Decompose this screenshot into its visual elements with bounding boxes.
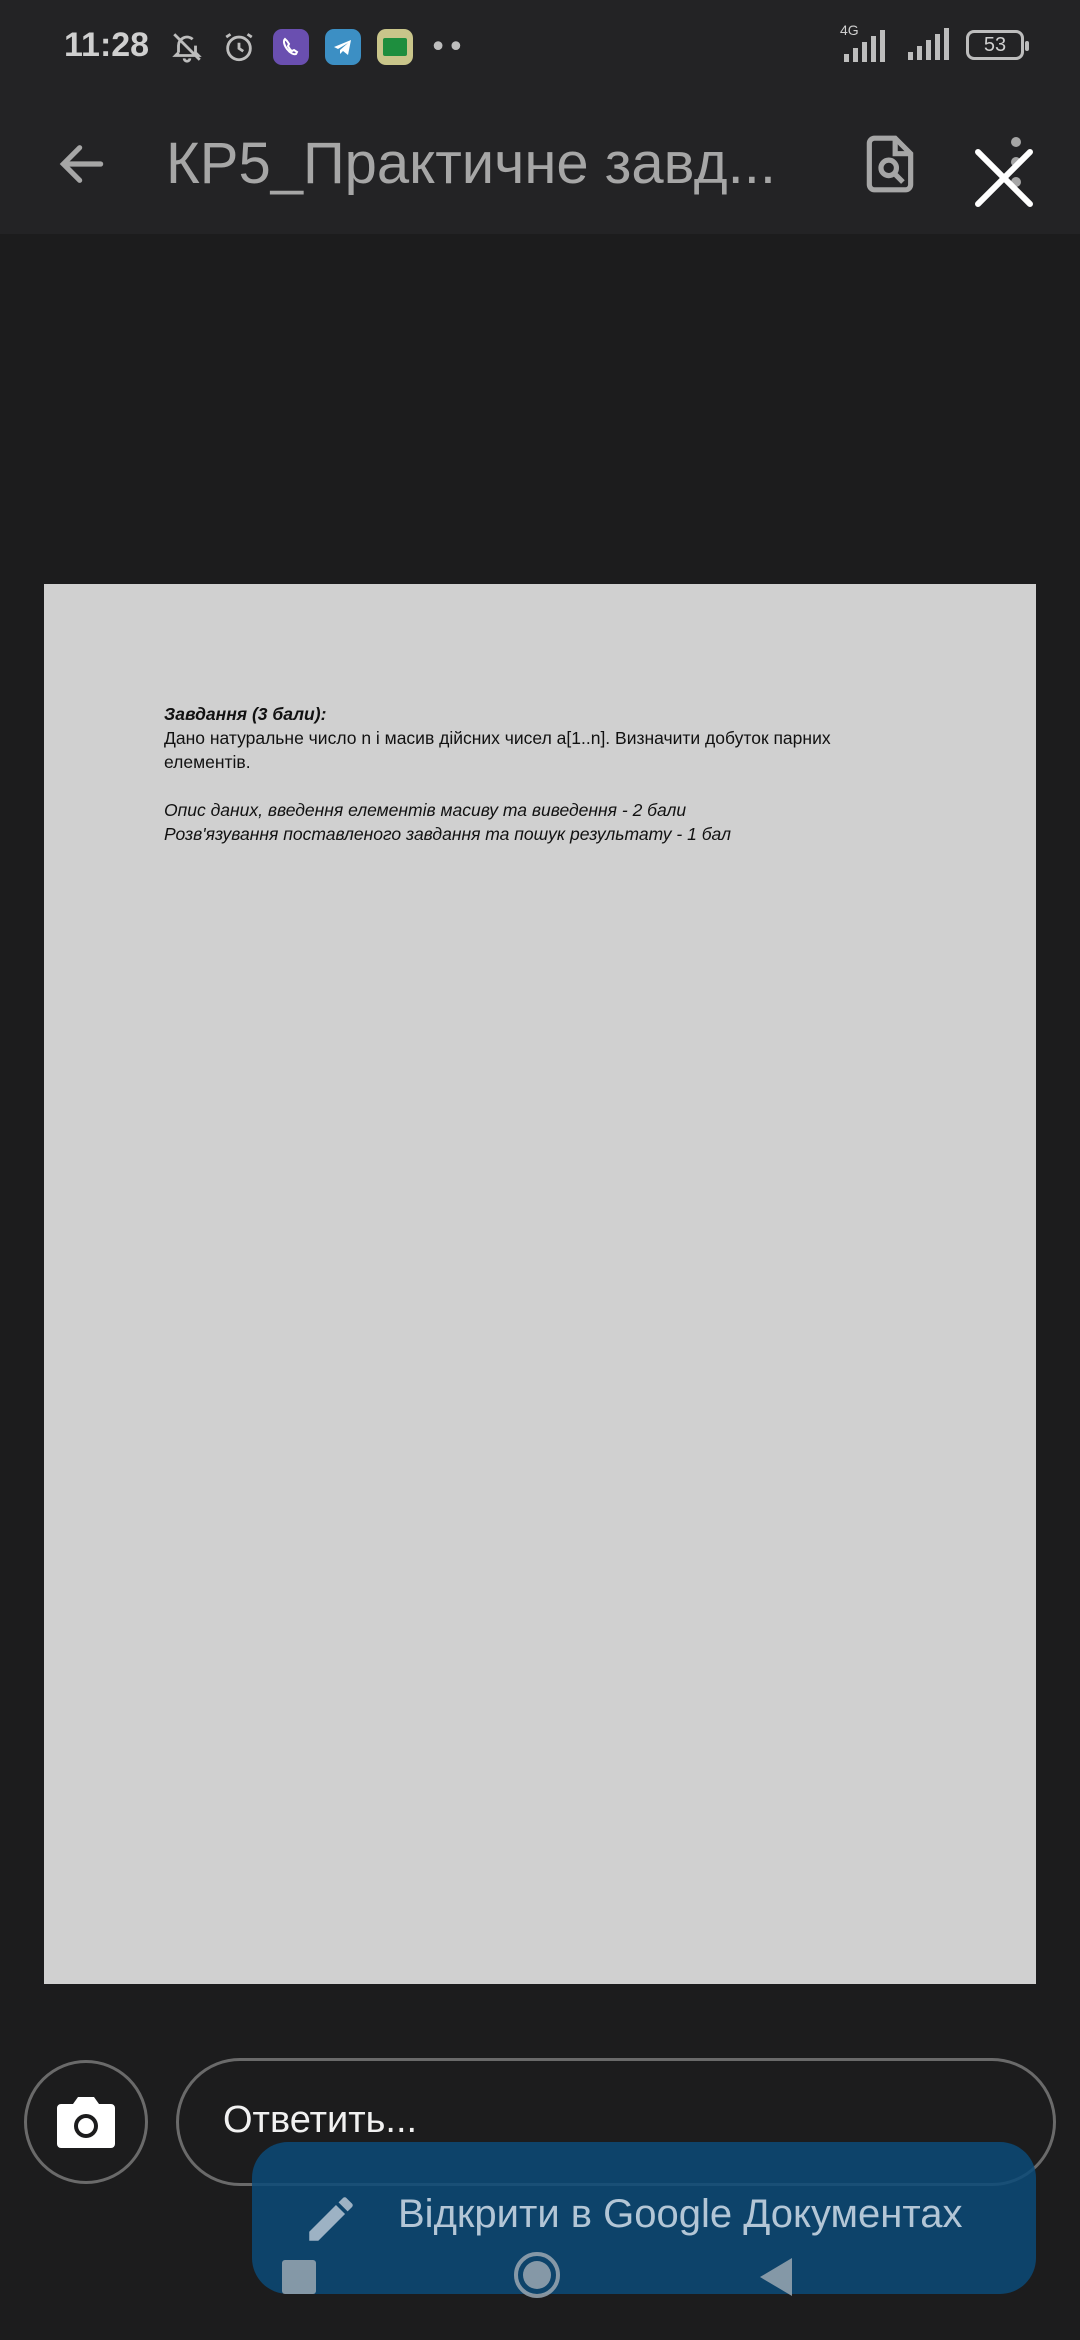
camera-icon <box>53 2092 119 2152</box>
alarm-icon <box>220 28 258 66</box>
recents-button[interactable] <box>282 2260 316 2294</box>
signal-icon-1 <box>836 22 894 62</box>
notification-icons <box>168 28 466 66</box>
document-content <box>164 702 944 846</box>
status-bar <box>0 0 1080 96</box>
network-type: 4G <box>840 22 859 38</box>
find-in-document-button[interactable] <box>848 122 932 206</box>
arrow-back-icon <box>54 136 110 192</box>
reply-placeholder: Ответить... <box>223 2099 418 2141</box>
battery-indicator: 53 <box>966 30 1024 60</box>
task-heading: Завдання (3 бали): <box>164 704 327 724</box>
document-title: КР5_Практичне завд... <box>166 131 776 196</box>
back-button[interactable] <box>44 126 120 202</box>
status-time: 11:28 <box>64 26 150 64</box>
more-dots-icon: •• <box>429 29 465 65</box>
viber-icon <box>272 28 310 66</box>
document-page <box>44 584 1036 1984</box>
close-button[interactable] <box>962 136 1046 220</box>
open-in-google-docs-label: Відкрити в Google Документах <box>398 2192 963 2236</box>
classroom-icon <box>376 28 414 66</box>
task-text-line-1: Дано натуральне число n і масив дійсних чисел a[1..n]. Визначити добуток парних <box>164 728 831 748</box>
close-icon <box>972 146 1036 210</box>
status-right <box>836 22 1024 64</box>
nav-back-button[interactable] <box>760 2258 792 2296</box>
task-text-line-2: елементів. <box>164 752 251 772</box>
criteria-line-1: Опис даних, введення елементів масиву та виведення - 2 бали <box>164 800 687 820</box>
find-in-page-icon <box>859 133 921 195</box>
criteria-line-2: Розв'язування поставленого завдання та пошук результату - 1 бал <box>164 824 731 844</box>
bell-off-icon <box>168 28 206 66</box>
system-navigation-bar <box>0 2240 1080 2340</box>
camera-button[interactable] <box>24 2060 148 2184</box>
top-app-bar <box>0 96 1080 234</box>
signal-icon-2 <box>906 26 954 64</box>
telegram-icon <box>324 28 362 66</box>
home-button[interactable] <box>514 2252 560 2298</box>
